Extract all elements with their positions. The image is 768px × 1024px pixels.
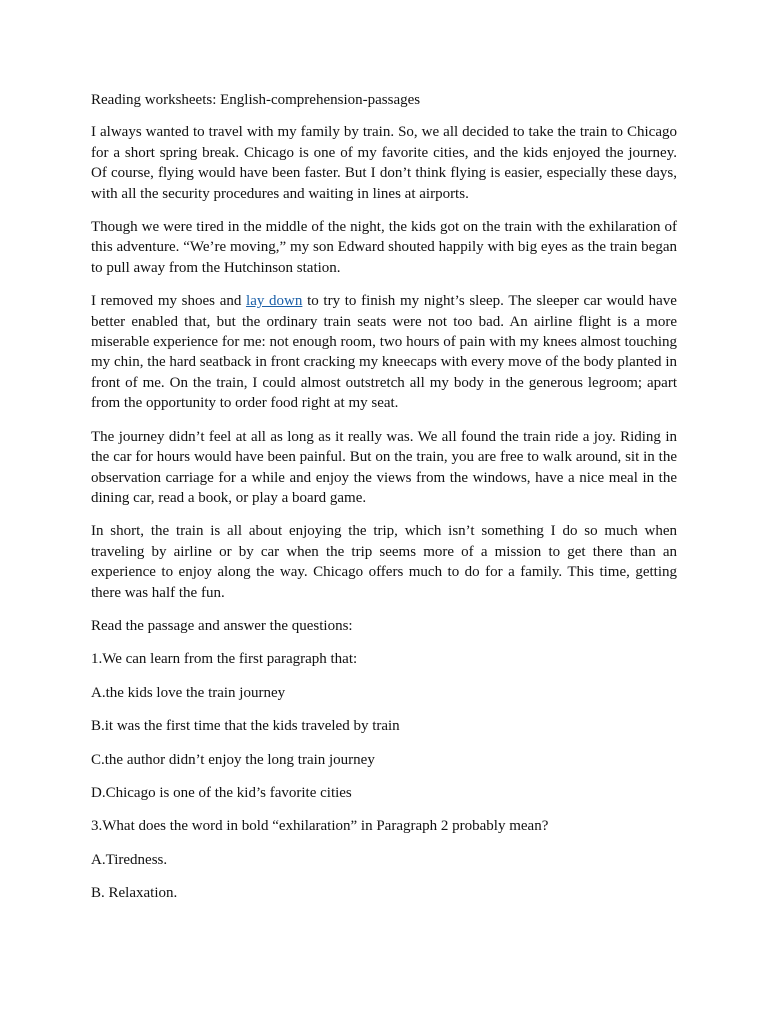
question-3-option-b: B. Relaxation. (91, 885, 178, 902)
paragraph-4: The journey didn’t feel at all as long as it really was. We all found the train ride a joy. Riding in the car for hours would have been painful. But on the train, you are free to walk around, sit in the observation carriage for a while and enjoy the views from the windows, have a nice meal in the dining car, read a book, or play a board game. (91, 428, 677, 506)
worksheet-page (91, 90, 677, 917)
question-3: 3.What does the word in bold “exhilaration” in Paragraph 2 probably mean? (91, 818, 549, 835)
paragraph-3 (91, 291, 677, 413)
question-1-option-c: C.the author didn’t enjoy the long train journey (91, 751, 375, 768)
question-1: 1.We can learn from the first paragraph that: (91, 651, 358, 668)
instruction-text: Read the passage and answer the questions: (91, 617, 353, 634)
paragraph-1: I always wanted to travel with my family by train. So, we all decided to take the train to Chicago for a short spring break. Chicago is one of my favorite cities, and the kids enjoyed the journey. Of course, flying would have been faster. But I don’t think flying is easier, especially these days, with all the security procedures and waiting in lines at airports. (91, 124, 677, 202)
paragraph-3-start: I removed my shoes and (91, 293, 247, 310)
question-1-option-b: B.it was the first time that the kids traveled by train (91, 718, 400, 735)
paragraph-5: In short, the train is all about enjoying the trip, which isn’t something I do so much when traveling by airline or by car when the trip seems more of a mission to get there than an experience to enjoy along the way. Chicago offers much to do for a family. This time, getting there was half the fun. (91, 523, 677, 601)
lay-down-link[interactable]: lay down (246, 293, 303, 310)
question-1-option-a: A.the kids love the train journey (91, 684, 286, 701)
paragraph-3-rest: to try to finish my night’s sleep. The sleeper car would have better enabled that, but the ordinary train seats were not too bad. An airline flight is a more miserable experience for me: not enough room, two hours of pain with my knees almost touching my chin, the hard seatback in front cracking my kneecaps with every move of the body planted in front of me. On the train, I could almost outstretch all my body in the generous legroom; apart from the opportunity to order food right at my seat. (91, 293, 677, 412)
worksheet-title: Reading worksheets: English-comprehension-passages (91, 92, 421, 108)
question-3-option-a: A.Tiredness. (91, 851, 168, 868)
question-1-option-d: D.Chicago is one of the kid’s favorite cities (91, 784, 352, 801)
paragraph-2: Though we were tired in the middle of the night, the kids got on the train with the exhilaration of this adventure. “We’re moving,” my son Edward shouted happily with big eyes as the train began to pull away from the Hutchinson station. (91, 219, 677, 276)
